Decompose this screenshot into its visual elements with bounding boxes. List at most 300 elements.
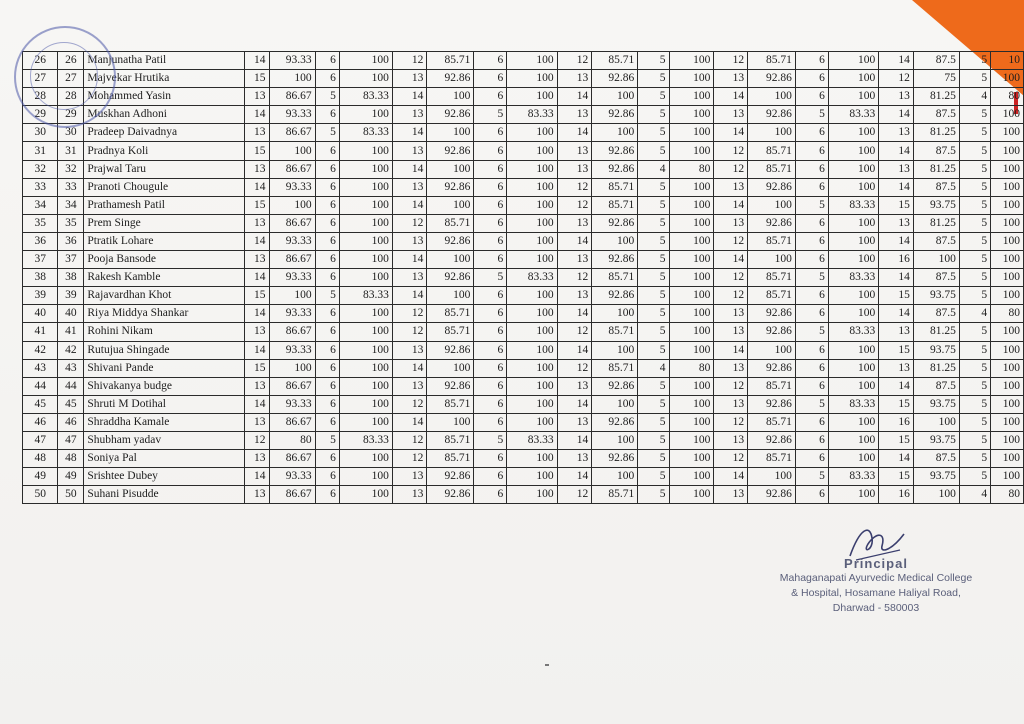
attended-count-cell: 6 xyxy=(795,124,828,142)
attended-count-cell: 5 xyxy=(959,106,990,124)
attended-count-cell: 12 xyxy=(557,269,592,287)
serial-cell: 33 xyxy=(23,178,58,196)
student-name-cell: Rakesh Kamble xyxy=(84,269,244,287)
percentage-cell: 92.86 xyxy=(427,377,474,395)
attended-count-cell: 6 xyxy=(474,52,507,70)
attended-count-cell: 15 xyxy=(879,395,914,413)
percentage-cell: 85.71 xyxy=(592,359,638,377)
percentage-cell: 87.5 xyxy=(913,269,959,287)
percentage-cell: 100 xyxy=(507,450,557,468)
roll-number-cell: 35 xyxy=(58,214,84,232)
attended-count-cell: 4 xyxy=(638,160,669,178)
attended-count-cell: 12 xyxy=(714,142,748,160)
attended-count-cell: 5 xyxy=(638,88,669,106)
percentage-cell: 85.71 xyxy=(748,160,796,178)
percentage-cell: 100 xyxy=(427,196,474,214)
roll-number-cell: 32 xyxy=(58,160,84,178)
roll-number-cell: 36 xyxy=(58,232,84,250)
student-name-cell: Srishtee Dubey xyxy=(84,468,244,486)
percentage-cell: 100 xyxy=(339,160,392,178)
attended-count-cell: 16 xyxy=(879,486,914,504)
attended-count-cell: 6 xyxy=(795,305,828,323)
percentage-cell: 87.5 xyxy=(913,305,959,323)
percentage-cell: 85.71 xyxy=(427,52,474,70)
attended-count-cell: 6 xyxy=(315,269,339,287)
percentage-cell: 85.71 xyxy=(427,323,474,341)
attended-count-cell: 13 xyxy=(392,486,427,504)
serial-cell: 27 xyxy=(23,70,58,88)
percentage-cell: 100 xyxy=(991,142,1024,160)
attended-count-cell: 6 xyxy=(315,232,339,250)
attended-count-cell: 15 xyxy=(244,359,269,377)
attended-count-cell: 5 xyxy=(638,106,669,124)
attended-count-cell: 6 xyxy=(795,251,828,269)
attended-count-cell: 14 xyxy=(392,196,427,214)
percentage-cell: 93.33 xyxy=(269,341,315,359)
percentage-cell: 92.86 xyxy=(427,232,474,250)
student-name-cell: Prem Singe xyxy=(84,214,244,232)
attended-count-cell: 5 xyxy=(959,341,990,359)
percentage-cell: 100 xyxy=(748,251,796,269)
student-name-cell: Prajwal Taru xyxy=(84,160,244,178)
attended-count-cell: 5 xyxy=(959,359,990,377)
percentage-cell: 85.71 xyxy=(592,486,638,504)
attended-count-cell: 5 xyxy=(638,70,669,88)
attended-count-cell: 12 xyxy=(392,395,427,413)
percentage-cell: 86.67 xyxy=(269,450,315,468)
attended-count-cell: 5 xyxy=(959,232,990,250)
percentage-cell: 100 xyxy=(339,468,392,486)
percentage-cell: 93.33 xyxy=(269,232,315,250)
percentage-cell: 93.75 xyxy=(913,468,959,486)
roll-number-cell: 28 xyxy=(58,88,84,106)
table-row xyxy=(23,359,1024,377)
attended-count-cell: 5 xyxy=(959,431,990,449)
attended-count-cell: 15 xyxy=(244,287,269,305)
percentage-cell: 100 xyxy=(507,142,557,160)
attended-count-cell: 13 xyxy=(879,323,914,341)
attended-count-cell: 6 xyxy=(474,178,507,196)
percentage-cell: 87.5 xyxy=(913,178,959,196)
percentage-cell: 100 xyxy=(507,70,557,88)
attended-count-cell: 13 xyxy=(557,413,592,431)
percentage-cell: 93.33 xyxy=(269,395,315,413)
student-name-cell: Rutujua Shingade xyxy=(84,341,244,359)
percentage-cell: 100 xyxy=(339,251,392,269)
attended-count-cell: 6 xyxy=(315,413,339,431)
percentage-cell: 100 xyxy=(991,251,1024,269)
percentage-cell: 100 xyxy=(339,323,392,341)
attended-count-cell: 13 xyxy=(879,88,914,106)
attended-count-cell: 12 xyxy=(714,160,748,178)
attended-count-cell: 6 xyxy=(474,377,507,395)
percentage-cell: 92.86 xyxy=(592,287,638,305)
attended-count-cell: 5 xyxy=(959,52,990,70)
attended-count-cell: 6 xyxy=(474,214,507,232)
percentage-cell: 85.71 xyxy=(592,178,638,196)
percentage-cell: 100 xyxy=(339,450,392,468)
percentage-cell: 92.86 xyxy=(748,214,796,232)
percentage-cell: 100 xyxy=(669,52,714,70)
table-row xyxy=(23,214,1024,232)
attended-count-cell: 14 xyxy=(392,124,427,142)
attended-count-cell: 6 xyxy=(315,196,339,214)
roll-number-cell: 46 xyxy=(58,413,84,431)
percentage-cell: 83.33 xyxy=(828,196,878,214)
percentage-cell: 100 xyxy=(339,178,392,196)
percentage-cell: 81.25 xyxy=(913,359,959,377)
percentage-cell: 100 xyxy=(339,214,392,232)
percentage-cell: 86.67 xyxy=(269,323,315,341)
percentage-cell: 10 xyxy=(991,52,1024,70)
attended-count-cell: 15 xyxy=(879,431,914,449)
percentage-cell: 100 xyxy=(991,269,1024,287)
percentage-cell: 100 xyxy=(669,70,714,88)
attended-count-cell: 13 xyxy=(392,468,427,486)
attended-count-cell: 6 xyxy=(315,486,339,504)
percentage-cell: 86.67 xyxy=(269,124,315,142)
percentage-cell: 100 xyxy=(828,142,878,160)
percentage-cell: 92.86 xyxy=(427,106,474,124)
attended-count-cell: 15 xyxy=(879,287,914,305)
attended-count-cell: 6 xyxy=(474,395,507,413)
table-row xyxy=(23,486,1024,504)
principal-stamp-block xyxy=(758,556,994,616)
percentage-cell: 100 xyxy=(507,486,557,504)
percentage-cell: 100 xyxy=(828,413,878,431)
percentage-cell: 100 xyxy=(507,88,557,106)
student-name-cell: Pradeep Daivadnya xyxy=(84,124,244,142)
attended-count-cell: 13 xyxy=(557,450,592,468)
attended-count-cell: 13 xyxy=(714,431,748,449)
attended-count-cell: 13 xyxy=(557,106,592,124)
percentage-cell: 85.71 xyxy=(592,269,638,287)
attended-count-cell: 5 xyxy=(795,269,828,287)
percentage-cell: 100 xyxy=(339,232,392,250)
percentage-cell: 85.71 xyxy=(592,52,638,70)
attended-count-cell: 14 xyxy=(557,341,592,359)
percentage-cell: 93.33 xyxy=(269,468,315,486)
roll-number-cell: 38 xyxy=(58,269,84,287)
attended-count-cell: 6 xyxy=(315,468,339,486)
attended-count-cell: 13 xyxy=(557,214,592,232)
attended-count-cell: 6 xyxy=(315,160,339,178)
percentage-cell: 92.86 xyxy=(748,359,796,377)
percentage-cell: 100 xyxy=(427,251,474,269)
percentage-cell: 100 xyxy=(669,305,714,323)
percentage-cell: 93.75 xyxy=(913,287,959,305)
percentage-cell: 100 xyxy=(339,377,392,395)
percentage-cell: 81.25 xyxy=(913,214,959,232)
attended-count-cell: 13 xyxy=(392,341,427,359)
table-row xyxy=(23,124,1024,142)
percentage-cell: 100 xyxy=(991,413,1024,431)
percentage-cell: 92.86 xyxy=(592,377,638,395)
percentage-cell: 100 xyxy=(748,196,796,214)
table-row xyxy=(23,323,1024,341)
percentage-cell: 100 xyxy=(991,214,1024,232)
percentage-cell: 100 xyxy=(339,359,392,377)
attended-count-cell: 14 xyxy=(879,377,914,395)
attended-count-cell: 12 xyxy=(557,486,592,504)
percentage-cell: 92.86 xyxy=(748,70,796,88)
attended-count-cell: 14 xyxy=(557,468,592,486)
attended-count-cell: 5 xyxy=(959,323,990,341)
attended-count-cell: 5 xyxy=(474,106,507,124)
percentage-cell: 100 xyxy=(669,142,714,160)
roll-number-cell: 45 xyxy=(58,395,84,413)
percentage-cell: 80 xyxy=(669,359,714,377)
serial-cell: 34 xyxy=(23,196,58,214)
attended-count-cell: 15 xyxy=(244,196,269,214)
student-name-cell: Ptratik Lohare xyxy=(84,232,244,250)
attended-count-cell: 5 xyxy=(315,88,339,106)
student-name-cell: Majvekar Hrutika xyxy=(84,70,244,88)
attended-count-cell: 13 xyxy=(714,359,748,377)
percentage-cell: 100 xyxy=(669,486,714,504)
table-row xyxy=(23,305,1024,323)
attended-count-cell: 14 xyxy=(392,88,427,106)
percentage-cell: 86.67 xyxy=(269,160,315,178)
attended-count-cell: 6 xyxy=(474,232,507,250)
attended-count-cell: 14 xyxy=(557,431,592,449)
percentage-cell: 100 xyxy=(669,287,714,305)
percentage-cell: 100 xyxy=(592,341,638,359)
attended-count-cell: 14 xyxy=(714,196,748,214)
attended-count-cell: 5 xyxy=(638,52,669,70)
percentage-cell: 100 xyxy=(669,88,714,106)
attended-count-cell: 13 xyxy=(557,251,592,269)
percentage-cell: 85.71 xyxy=(427,431,474,449)
attended-count-cell: 5 xyxy=(474,431,507,449)
percentage-cell: 85.71 xyxy=(748,287,796,305)
attended-count-cell: 5 xyxy=(959,413,990,431)
attended-count-cell: 6 xyxy=(795,52,828,70)
attended-count-cell: 14 xyxy=(392,287,427,305)
attended-count-cell: 5 xyxy=(638,431,669,449)
attended-count-cell: 13 xyxy=(244,88,269,106)
percentage-cell: 100 xyxy=(991,431,1024,449)
percentage-cell: 92.86 xyxy=(427,468,474,486)
percentage-cell: 100 xyxy=(991,106,1024,124)
percentage-cell: 100 xyxy=(592,468,638,486)
attended-count-cell: 12 xyxy=(244,431,269,449)
attended-count-cell: 14 xyxy=(557,232,592,250)
attended-count-cell: 14 xyxy=(244,106,269,124)
attended-count-cell: 14 xyxy=(879,142,914,160)
percentage-cell: 92.86 xyxy=(427,70,474,88)
percentage-cell: 83.33 xyxy=(828,106,878,124)
percentage-cell: 100 xyxy=(507,178,557,196)
percentage-cell: 100 xyxy=(669,413,714,431)
percentage-cell: 100 xyxy=(991,323,1024,341)
attended-count-cell: 13 xyxy=(714,214,748,232)
serial-cell: 48 xyxy=(23,450,58,468)
attended-count-cell: 13 xyxy=(244,413,269,431)
table-row xyxy=(23,287,1024,305)
table-row xyxy=(23,431,1024,449)
percentage-cell: 92.86 xyxy=(427,142,474,160)
percentage-cell: 85.71 xyxy=(427,305,474,323)
percentage-cell: 93.75 xyxy=(913,431,959,449)
percentage-cell: 100 xyxy=(828,70,878,88)
percentage-cell: 100 xyxy=(427,287,474,305)
percentage-cell: 100 xyxy=(991,341,1024,359)
student-name-cell: Shivani Pande xyxy=(84,359,244,377)
attended-count-cell: 6 xyxy=(795,377,828,395)
attended-count-cell: 6 xyxy=(315,377,339,395)
percentage-cell: 100 xyxy=(507,196,557,214)
attended-count-cell: 14 xyxy=(244,269,269,287)
percentage-cell: 83.33 xyxy=(507,269,557,287)
attended-count-cell: 6 xyxy=(795,413,828,431)
attended-count-cell: 15 xyxy=(879,341,914,359)
attended-count-cell: 14 xyxy=(392,251,427,269)
attended-count-cell: 12 xyxy=(714,269,748,287)
attended-count-cell: 5 xyxy=(959,377,990,395)
attended-count-cell: 12 xyxy=(714,287,748,305)
attended-count-cell: 13 xyxy=(244,377,269,395)
attended-count-cell: 12 xyxy=(714,232,748,250)
percentage-cell: 100 xyxy=(339,106,392,124)
attended-count-cell: 13 xyxy=(244,251,269,269)
percentage-cell: 100 xyxy=(339,196,392,214)
attended-count-cell: 5 xyxy=(959,395,990,413)
attended-count-cell: 12 xyxy=(392,323,427,341)
percentage-cell: 83.33 xyxy=(507,106,557,124)
attended-count-cell: 6 xyxy=(474,468,507,486)
percentage-cell: 100 xyxy=(427,160,474,178)
serial-cell: 31 xyxy=(23,142,58,160)
percentage-cell: 100 xyxy=(748,88,796,106)
attended-count-cell: 13 xyxy=(392,269,427,287)
attended-count-cell: 6 xyxy=(795,341,828,359)
percentage-cell: 85.71 xyxy=(427,214,474,232)
attended-count-cell: 5 xyxy=(638,251,669,269)
attended-count-cell: 13 xyxy=(714,106,748,124)
percentage-cell: 100 xyxy=(828,251,878,269)
attended-count-cell: 6 xyxy=(315,341,339,359)
percentage-cell: 100 xyxy=(669,269,714,287)
attended-count-cell: 13 xyxy=(714,305,748,323)
attended-count-cell: 6 xyxy=(474,251,507,269)
attended-count-cell: 13 xyxy=(879,214,914,232)
roll-number-cell: 30 xyxy=(58,124,84,142)
attended-count-cell: 12 xyxy=(714,413,748,431)
percentage-cell: 100 xyxy=(507,52,557,70)
principal-title: Principal xyxy=(844,556,908,571)
attended-count-cell: 6 xyxy=(474,359,507,377)
attended-count-cell: 13 xyxy=(244,160,269,178)
percentage-cell: 83.33 xyxy=(339,88,392,106)
serial-cell: 44 xyxy=(23,377,58,395)
roll-number-cell: 37 xyxy=(58,251,84,269)
percentage-cell: 85.71 xyxy=(748,52,796,70)
attended-count-cell: 12 xyxy=(392,214,427,232)
percentage-cell: 100 xyxy=(669,178,714,196)
roll-number-cell: 27 xyxy=(58,70,84,88)
roll-number-cell: 49 xyxy=(58,468,84,486)
attended-count-cell: 6 xyxy=(474,124,507,142)
attended-count-cell: 14 xyxy=(714,88,748,106)
attended-count-cell: 14 xyxy=(879,52,914,70)
attended-count-cell: 14 xyxy=(557,88,592,106)
attended-count-cell: 16 xyxy=(879,251,914,269)
attended-count-cell: 5 xyxy=(638,450,669,468)
roll-number-cell: 33 xyxy=(58,178,84,196)
attended-count-cell: 4 xyxy=(959,486,990,504)
percentage-cell: 87.5 xyxy=(913,450,959,468)
attended-count-cell: 5 xyxy=(315,287,339,305)
attended-count-cell: 12 xyxy=(714,450,748,468)
percentage-cell: 81.25 xyxy=(913,160,959,178)
percentage-cell: 100 xyxy=(748,468,796,486)
percentage-cell: 100 xyxy=(991,70,1024,88)
serial-cell: 37 xyxy=(23,251,58,269)
attended-count-cell: 13 xyxy=(244,486,269,504)
attended-count-cell: 6 xyxy=(474,305,507,323)
table-row xyxy=(23,178,1024,196)
percentage-cell: 100 xyxy=(991,232,1024,250)
serial-cell: 50 xyxy=(23,486,58,504)
attended-count-cell: 5 xyxy=(638,305,669,323)
attended-count-cell: 12 xyxy=(392,305,427,323)
table-row xyxy=(23,88,1024,106)
table-row xyxy=(23,377,1024,395)
attended-count-cell: 12 xyxy=(557,196,592,214)
attended-count-cell: 6 xyxy=(474,142,507,160)
percentage-cell: 100 xyxy=(269,287,315,305)
percentage-cell: 100 xyxy=(828,88,878,106)
percentage-cell: 100 xyxy=(269,142,315,160)
attended-count-cell: 14 xyxy=(714,468,748,486)
student-name-cell: Muskhan Adhoni xyxy=(84,106,244,124)
attended-count-cell: 6 xyxy=(795,431,828,449)
percentage-cell: 93.33 xyxy=(269,52,315,70)
attended-count-cell: 13 xyxy=(392,142,427,160)
percentage-cell: 83.33 xyxy=(507,431,557,449)
percentage-cell: 100 xyxy=(669,377,714,395)
percentage-cell: 100 xyxy=(507,377,557,395)
percentage-cell: 100 xyxy=(507,232,557,250)
percentage-cell: 100 xyxy=(592,232,638,250)
attended-count-cell: 12 xyxy=(392,450,427,468)
attended-count-cell: 5 xyxy=(795,395,828,413)
attended-count-cell: 5 xyxy=(959,269,990,287)
percentage-cell: 100 xyxy=(828,431,878,449)
table-row xyxy=(23,52,1024,70)
table-body xyxy=(23,52,1024,504)
student-name-cell: Mohammed Yasin xyxy=(84,88,244,106)
percentage-cell: 100 xyxy=(339,341,392,359)
percentage-cell: 100 xyxy=(269,359,315,377)
percentage-cell: 100 xyxy=(669,468,714,486)
student-name-cell: Shruti M Dotihal xyxy=(84,395,244,413)
attended-count-cell: 5 xyxy=(795,323,828,341)
attended-count-cell: 14 xyxy=(244,468,269,486)
attended-count-cell: 14 xyxy=(392,413,427,431)
attended-count-cell: 5 xyxy=(959,214,990,232)
attended-count-cell: 5 xyxy=(959,468,990,486)
attended-count-cell: 13 xyxy=(244,323,269,341)
percentage-cell: 81.25 xyxy=(913,88,959,106)
scan-dot-mark xyxy=(545,664,549,666)
attended-count-cell: 6 xyxy=(795,450,828,468)
attended-count-cell: 13 xyxy=(714,178,748,196)
percentage-cell: 100 xyxy=(507,160,557,178)
percentage-cell: 87.5 xyxy=(913,377,959,395)
attended-count-cell: 14 xyxy=(244,305,269,323)
